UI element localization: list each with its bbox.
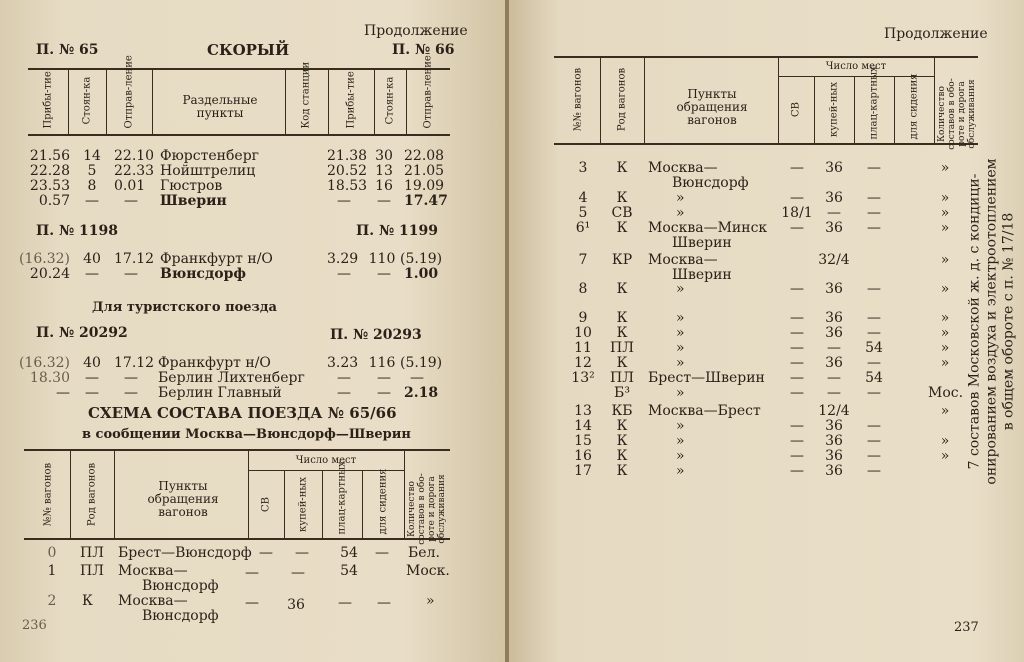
cell-count: » xyxy=(940,433,950,449)
cell-plats: 54 xyxy=(865,340,883,356)
cell-stop: 40 xyxy=(83,251,101,267)
train-number-left: П. № 65 xyxy=(36,42,99,58)
header-seats: Число мест xyxy=(825,61,887,72)
cell-count: » xyxy=(940,220,950,236)
cell-kupe: 36 xyxy=(825,190,843,206)
cell-kupe: 36 xyxy=(825,310,843,326)
scheme-title: СХЕМА СОСТАВА ПОЕЗДА № 65/66 xyxy=(88,404,397,422)
cell-num: 14 xyxy=(574,418,592,434)
cell-num: 1 xyxy=(47,563,57,579)
cell-sv: — xyxy=(790,385,804,401)
cell-kind: К xyxy=(616,160,628,176)
cell-num: 11 xyxy=(574,340,592,356)
cell-kind: К xyxy=(616,355,628,371)
cell-kind: КР xyxy=(611,252,633,268)
cell-route: Москва— xyxy=(118,593,188,609)
note-line-3: в общем обороте с п. № 17/18 xyxy=(1000,212,1017,431)
cell-route: Москва— xyxy=(648,252,718,268)
cell-kind: К xyxy=(616,433,628,449)
page-number-237: 237 xyxy=(954,620,979,635)
train-1199-label: П. № 1199 xyxy=(356,223,439,239)
cell-kind: К xyxy=(616,281,628,297)
cell-num: 16 xyxy=(574,448,592,464)
cell-stop: — xyxy=(85,266,99,282)
cell-dep: — xyxy=(124,370,138,386)
cell-kind: К xyxy=(616,448,628,464)
cell-arr: (16.32) xyxy=(18,251,70,267)
cell-sv: 18/1 xyxy=(781,205,813,221)
cell-kupe: — xyxy=(295,545,309,561)
cell-sv: — xyxy=(790,448,804,464)
cell-route-cont: Вюнсдорф xyxy=(142,578,219,594)
cell-dep: 22.10 xyxy=(114,148,155,164)
cell-count: » xyxy=(940,340,950,356)
cell-plats: — xyxy=(867,448,881,464)
cell-station: Гюстров xyxy=(160,178,223,194)
cell-kupe: 36 xyxy=(825,281,843,297)
cell-sv: — xyxy=(790,220,804,236)
cell-station: Франкфурт н/О xyxy=(158,355,271,371)
cell-num: 13 xyxy=(574,403,592,419)
cell-num: 13² xyxy=(571,370,595,386)
cell-station: Шверин xyxy=(160,193,227,209)
scheme-header-kupe: купей-ных xyxy=(297,476,309,533)
cell-count: Моск. xyxy=(406,563,450,579)
cell-num: 4 xyxy=(578,190,588,206)
cell-route: » xyxy=(676,281,685,297)
cell-arr: 18.30 xyxy=(29,370,70,386)
cell-kind: К xyxy=(616,463,628,479)
train-1198-label: П. № 1198 xyxy=(36,223,119,239)
note-line-2: онированием воздуха и электроотоплением xyxy=(983,158,1000,485)
cell-num: 12 xyxy=(574,355,592,371)
cell-dep2: 21.05 xyxy=(404,163,445,179)
cell-kind: ПЛ xyxy=(610,370,634,386)
cell-route-cont: Шверин xyxy=(672,235,732,251)
cell-sv: — xyxy=(790,281,804,297)
header-points: Раздельные пункты xyxy=(182,93,258,120)
cell-stop: 5 xyxy=(87,163,97,179)
cell-kupe: 36 xyxy=(825,325,843,341)
header-station-code: Код станции xyxy=(300,61,312,129)
cell-kind: К xyxy=(616,310,628,326)
cell-count: » xyxy=(940,403,950,419)
header-points: Пункты обращения вагонов xyxy=(676,87,748,127)
cell-arr: 21.56 xyxy=(29,148,70,164)
cell-num: 15 xyxy=(574,433,592,449)
scheme-header-points: Пункты обращения вагонов xyxy=(147,479,219,519)
book-spine xyxy=(505,0,509,662)
cell-dep2: 1.00 xyxy=(404,266,439,282)
cell-stop2: — xyxy=(377,193,391,209)
cell-route: Москва— xyxy=(648,160,718,176)
scheme-header-count: Количество составов в обо-роте и дорога обслуживания xyxy=(407,473,447,545)
cell-arr: 22.28 xyxy=(29,163,70,179)
cell-stop: 40 xyxy=(83,355,101,371)
cell-count: » xyxy=(940,252,950,268)
cell-kind: К xyxy=(82,593,93,609)
cell-plats: 54 xyxy=(340,563,358,579)
cell-route: Москва— xyxy=(118,563,188,579)
header-stop: Стоян-ка xyxy=(81,76,93,125)
cell-kind: ПЛ xyxy=(610,340,634,356)
cell-stop: — xyxy=(85,193,99,209)
cell-count: Мос. xyxy=(928,385,964,401)
cell-num: 6¹ xyxy=(575,220,591,236)
cell-kind: ПЛ xyxy=(80,545,104,561)
cell-station: Берлин Лихтенберг xyxy=(158,370,305,386)
cell-kind: К xyxy=(616,418,628,434)
cell-dep2: 19.09 xyxy=(404,178,445,194)
cell-stop2: — xyxy=(377,370,391,386)
cell-count: » xyxy=(940,190,950,206)
train-20292-label: П. № 20292 xyxy=(36,325,128,341)
cell-dep2: 17.47 xyxy=(404,193,448,209)
cell-stop: — xyxy=(85,370,99,386)
cell-stop2: 30 xyxy=(375,148,393,164)
cell-plats: — xyxy=(867,433,881,449)
train-type: СКОРЫЙ xyxy=(207,41,290,59)
cell-num: 7 xyxy=(578,252,588,268)
cell-plats: — xyxy=(867,325,881,341)
cell-arr2: — xyxy=(337,266,351,282)
cell-kupe: 32/4 xyxy=(818,252,850,268)
cell-count: » xyxy=(940,281,950,297)
cell-num: 5 xyxy=(578,205,588,221)
cell-kupe: 36 xyxy=(825,433,843,449)
cell-station: Нойштрелиц xyxy=(160,163,256,179)
cell-kupe: — xyxy=(291,565,305,581)
cell-route: » xyxy=(676,448,685,464)
cell-kupe: — xyxy=(827,385,841,401)
cell-arr: 0.57 xyxy=(38,193,70,209)
header-departure: Отправ-ление xyxy=(123,55,135,129)
cell-arr2: 18.53 xyxy=(327,178,368,194)
cell-sit: — xyxy=(375,545,389,561)
cell-plats: — xyxy=(867,281,881,297)
cell-dep: — xyxy=(124,385,138,401)
cell-kind: Б³ xyxy=(614,385,630,401)
cell-dep: 17.12 xyxy=(114,355,155,371)
cell-sv: — xyxy=(790,325,804,341)
cell-count: » xyxy=(426,593,435,609)
header-stop-2: Стоян-ка xyxy=(384,76,396,125)
cell-plats: — xyxy=(867,463,881,479)
cell-kupe: 36 xyxy=(825,160,843,176)
cell-arr: 20.24 xyxy=(29,266,70,282)
cell-kupe: 36 xyxy=(825,418,843,434)
cell-stop2: 116 xyxy=(368,355,396,371)
cell-route: Москва—Минск xyxy=(648,220,768,236)
cell-kupe: — xyxy=(827,370,841,386)
cell-route: Брест—Шверин xyxy=(648,370,765,386)
cell-stop: 14 xyxy=(83,148,101,164)
cell-arr: — xyxy=(56,385,70,401)
cell-plats: — xyxy=(338,595,352,611)
cell-stop2: — xyxy=(377,266,391,282)
cell-plats: — xyxy=(867,418,881,434)
cell-kupe: 36 xyxy=(825,463,843,479)
cell-sv: — xyxy=(245,565,259,581)
cell-stop2: — xyxy=(377,385,391,401)
cell-num: 9 xyxy=(578,310,588,326)
cell-dep2: — xyxy=(410,370,424,386)
scheme-header-seats: Число мест xyxy=(295,455,357,466)
cell-route-cont: Вюнсдорф xyxy=(672,175,749,191)
scheme-header-kind: Род вагонов xyxy=(86,462,98,527)
cell-route: » xyxy=(676,433,685,449)
note-line-1: 7 составов Московской ж. д. с кондици- xyxy=(966,173,983,470)
header-sit: для сидения xyxy=(908,73,920,140)
cell-route: » xyxy=(676,205,685,221)
header-arrival: Прибы-тие xyxy=(42,71,54,129)
scheme-header-sit: для сидения xyxy=(377,468,389,535)
cell-num: 10 xyxy=(574,325,592,341)
header-kupe: купей-ных xyxy=(828,81,840,138)
cell-kupe: 36 xyxy=(825,355,843,371)
cell-stop: — xyxy=(85,385,99,401)
cell-sv: — xyxy=(245,595,259,611)
train-20293-label: П. № 20293 xyxy=(330,327,422,343)
cell-route: » xyxy=(676,325,685,341)
table-top-rule xyxy=(28,68,450,70)
cell-route-cont: Шверин xyxy=(672,267,732,283)
cell-plats: — xyxy=(867,355,881,371)
cell-plats: — xyxy=(867,310,881,326)
cell-sv: — xyxy=(790,433,804,449)
cell-plats: 54 xyxy=(865,370,883,386)
cell-route: Брест—Вюнсдорф xyxy=(118,545,252,561)
cell-kind: КБ xyxy=(611,403,633,419)
cell-station: Фюрстенберг xyxy=(160,148,259,164)
header-kind: Род вагонов xyxy=(616,67,628,132)
cell-dep: 22.33 xyxy=(114,163,155,179)
cell-arr2: 20.52 xyxy=(327,163,368,179)
scheme-subtitle: в сообщении Москва—Вюнсдорф—Шверин xyxy=(82,427,411,442)
scheme-header-num: №№ вагонов xyxy=(42,462,54,527)
cell-num: 2 xyxy=(47,593,57,609)
cell-route: » xyxy=(676,385,685,401)
header-arrival-2: Прибы-тие xyxy=(345,71,357,129)
cell-kind: К xyxy=(616,190,628,206)
cell-arr2: — xyxy=(337,385,351,401)
header-sv: СВ xyxy=(790,102,802,117)
cell-count: Бел. xyxy=(408,545,440,561)
cell-stop2: 110 xyxy=(368,251,396,267)
cell-sv: — xyxy=(790,418,804,434)
cell-arr2: — xyxy=(337,370,351,386)
cell-arr2: — xyxy=(337,193,351,209)
cell-count: » xyxy=(940,205,950,221)
cell-arr2: 3.29 xyxy=(327,251,359,267)
cell-stop2: 13 xyxy=(375,163,393,179)
tourist-train-heading: Для туристского поезда xyxy=(92,300,277,315)
header-departure-2: Отправ-ление xyxy=(422,55,434,129)
page-236 xyxy=(0,0,506,662)
header-plats: плац-картных xyxy=(868,66,880,140)
continuation-label-right: Продолжение xyxy=(884,26,988,42)
scheme-header-sv: СВ xyxy=(260,497,272,512)
cell-sv: — xyxy=(790,160,804,176)
cell-stop2: 16 xyxy=(375,178,393,194)
cell-arr2: 3.23 xyxy=(327,355,359,371)
cell-kupe: 12/4 xyxy=(818,403,850,419)
cell-sv: — xyxy=(790,463,804,479)
cell-count: » xyxy=(940,325,950,341)
cell-route: Москва—Брест xyxy=(648,403,761,419)
train-number-right: П. № 66 xyxy=(392,42,455,58)
cell-sv: — xyxy=(790,310,804,326)
cell-dep: — xyxy=(124,266,138,282)
cell-plats: — xyxy=(867,190,881,206)
cell-kind: ПЛ xyxy=(80,563,104,579)
cell-plats: 54 xyxy=(340,545,358,561)
cell-dep: 0.01 xyxy=(114,178,146,194)
cell-dep2: 2.18 xyxy=(404,385,439,401)
cell-plats: — xyxy=(867,385,881,401)
cell-dep2: 22.08 xyxy=(404,148,445,164)
cell-kupe: — xyxy=(827,340,841,356)
page-number-236: 236 xyxy=(22,618,47,633)
cell-plats: — xyxy=(867,220,881,236)
cell-station: Франкфурт н/О xyxy=(160,251,273,267)
cell-num: 0 xyxy=(47,545,57,561)
cell-route: » xyxy=(676,340,685,356)
cell-route: » xyxy=(676,463,685,479)
rotated-note xyxy=(967,92,1018,552)
cell-count: » xyxy=(940,355,950,371)
cell-kind: СВ xyxy=(611,205,633,221)
cell-sv: — xyxy=(790,190,804,206)
cell-count: » xyxy=(940,448,950,464)
scheme-header-plats: плац-картных xyxy=(336,461,348,535)
cell-arr: 23.53 xyxy=(29,178,70,194)
cell-arr2: 21.38 xyxy=(327,148,368,164)
table-header-rule xyxy=(28,134,450,136)
cell-dep: — xyxy=(124,193,138,209)
cell-station: Вюнсдорф xyxy=(160,266,247,282)
cell-stop: 8 xyxy=(87,178,97,194)
cell-sv: — xyxy=(790,355,804,371)
cell-num: 8 xyxy=(578,281,588,297)
cell-kupe: 36 xyxy=(825,220,843,236)
cell-plats: — xyxy=(867,205,881,221)
cell-route: » xyxy=(676,310,685,326)
cell-dep2: (5.19) xyxy=(400,355,443,371)
continuation-label: Продолжение xyxy=(364,23,468,39)
cell-route: » xyxy=(676,418,685,434)
cell-num: 3 xyxy=(578,160,588,176)
cell-dep: 17.12 xyxy=(114,251,155,267)
cell-sv: — xyxy=(790,370,804,386)
cell-sv: — xyxy=(259,545,273,561)
header-num: №№ вагонов xyxy=(572,67,584,132)
cell-count: » xyxy=(940,160,950,176)
cell-num: 17 xyxy=(574,463,592,479)
cell-kupe: 36 xyxy=(825,448,843,464)
cell-sit: — xyxy=(377,595,391,611)
cell-plats: — xyxy=(867,160,881,176)
page-237 xyxy=(508,0,1024,662)
cell-route: » xyxy=(676,355,685,371)
cell-route: » xyxy=(676,190,685,206)
cell-arr: (16.32) xyxy=(18,355,70,371)
cell-kind: К xyxy=(616,325,628,341)
cell-dep2: (5.19) xyxy=(400,251,443,267)
cell-count: » xyxy=(940,310,950,326)
cell-kupe: 36 xyxy=(287,597,305,613)
cell-kupe: — xyxy=(827,205,841,221)
cell-station: Берлин Главный xyxy=(158,385,282,401)
header-count: Количество составов в обо-роте и дорога обслуживания xyxy=(937,78,977,150)
cell-sv: — xyxy=(790,340,804,356)
cell-kind: К xyxy=(616,220,628,236)
cell-route-cont: Вюнсдорф xyxy=(142,608,219,624)
